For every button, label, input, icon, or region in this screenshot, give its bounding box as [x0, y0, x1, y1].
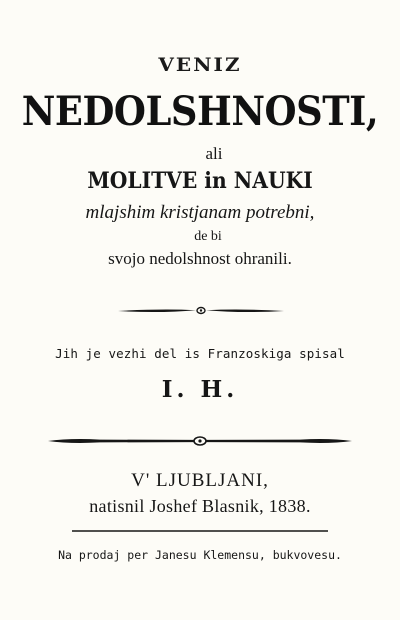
title-first-word: VENIZ	[158, 54, 242, 76]
title-conjunction: ali	[205, 144, 223, 163]
imprint-place: V' LJUBLJANI,	[131, 470, 269, 491]
author-initials: I. H.	[161, 376, 239, 403]
divider-rule	[0, 528, 400, 534]
ornamental-rule-upper	[0, 302, 400, 320]
imprint-printer: natisnil Joshef Blasnik, 1838.	[89, 496, 311, 516]
subtitle-heading: MOLITVE in NAUKI	[87, 168, 313, 194]
translator-credit: Jih je vezhi del is Franzoskiga spisal	[55, 346, 345, 361]
subtitle-final-line: svojo nedolshnost ohranili.	[108, 249, 292, 268]
ornamental-rule-lower	[0, 432, 400, 450]
title-main-word: NEDOLSHNOSTI,	[21, 88, 379, 135]
sale-note: Na prodaj per Janesu Klemensu, bukvovesu.	[58, 548, 342, 562]
subtitle-small-line: de bi	[194, 229, 222, 244]
subtitle-line: mlajshim kristjanam potrebni,	[85, 202, 315, 223]
